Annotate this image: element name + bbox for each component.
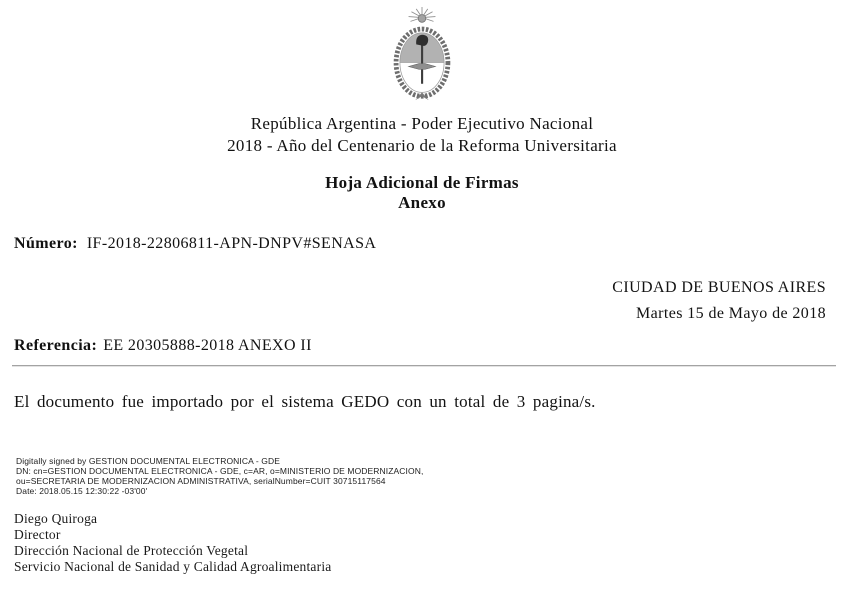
signer-role: Director xyxy=(14,527,61,542)
section-divider xyxy=(12,365,836,367)
referencia-row xyxy=(0,337,844,355)
document-subtitle: Anexo xyxy=(398,193,446,212)
numero-row xyxy=(0,235,844,253)
stamp-line-4: Date: 2018.05.15 12:30:22 -03'00' xyxy=(16,486,148,496)
date-line: Martes 15 de Mayo de 2018 xyxy=(636,305,826,322)
digital-signature-stamp xyxy=(0,456,844,496)
header-line-1: República Argentina - Poder Ejecutivo Nacional xyxy=(250,114,594,133)
header-line-2: 2018 - Año del Centenario de la Reforma Universitaria xyxy=(227,136,617,155)
signer-name: Diego Quiroga xyxy=(14,511,98,526)
city-line: CIUDAD DE BUENOS AIRES xyxy=(612,279,826,296)
referencia-label: Referencia: xyxy=(14,337,98,354)
national-emblem xyxy=(0,0,844,107)
numero-value: IF-2018-22806811-APN-DNPV#SENASA xyxy=(86,235,377,252)
signer-unit: Dirección Nacional de Protección Vegetal xyxy=(14,543,249,558)
referencia-value: EE 20305888-2018 ANEXO II xyxy=(103,337,312,354)
document-title: Hoja Adicional de Firmas xyxy=(325,173,519,192)
stamp-line-3: ou=SECRETARIA DE MODERNIZACION ADMINISTRATIVA, serialNumber=CUIT 30715117564 xyxy=(16,476,386,486)
signer-block xyxy=(0,511,844,575)
numero-label: Número: xyxy=(14,235,78,252)
stamp-line-2: DN: cn=GESTION DOCUMENTAL ELECTRONICA - GDE, c=AR, o=MINISTERIO DE MODERNIZACION, xyxy=(16,466,424,476)
signer-org: Servicio Nacional de Sanidad y Calidad Agroalimentaria xyxy=(14,559,332,574)
place-date-block xyxy=(0,275,844,327)
argentina-coat-of-arms-icon xyxy=(372,6,472,102)
stamp-line-1: Digitally signed by GESTION DOCUMENTAL ELECTRONICA - GDE xyxy=(16,456,280,466)
body-text: El documento fue importado por el sistema GEDO con un total de 3 pagina/s. xyxy=(14,392,596,411)
